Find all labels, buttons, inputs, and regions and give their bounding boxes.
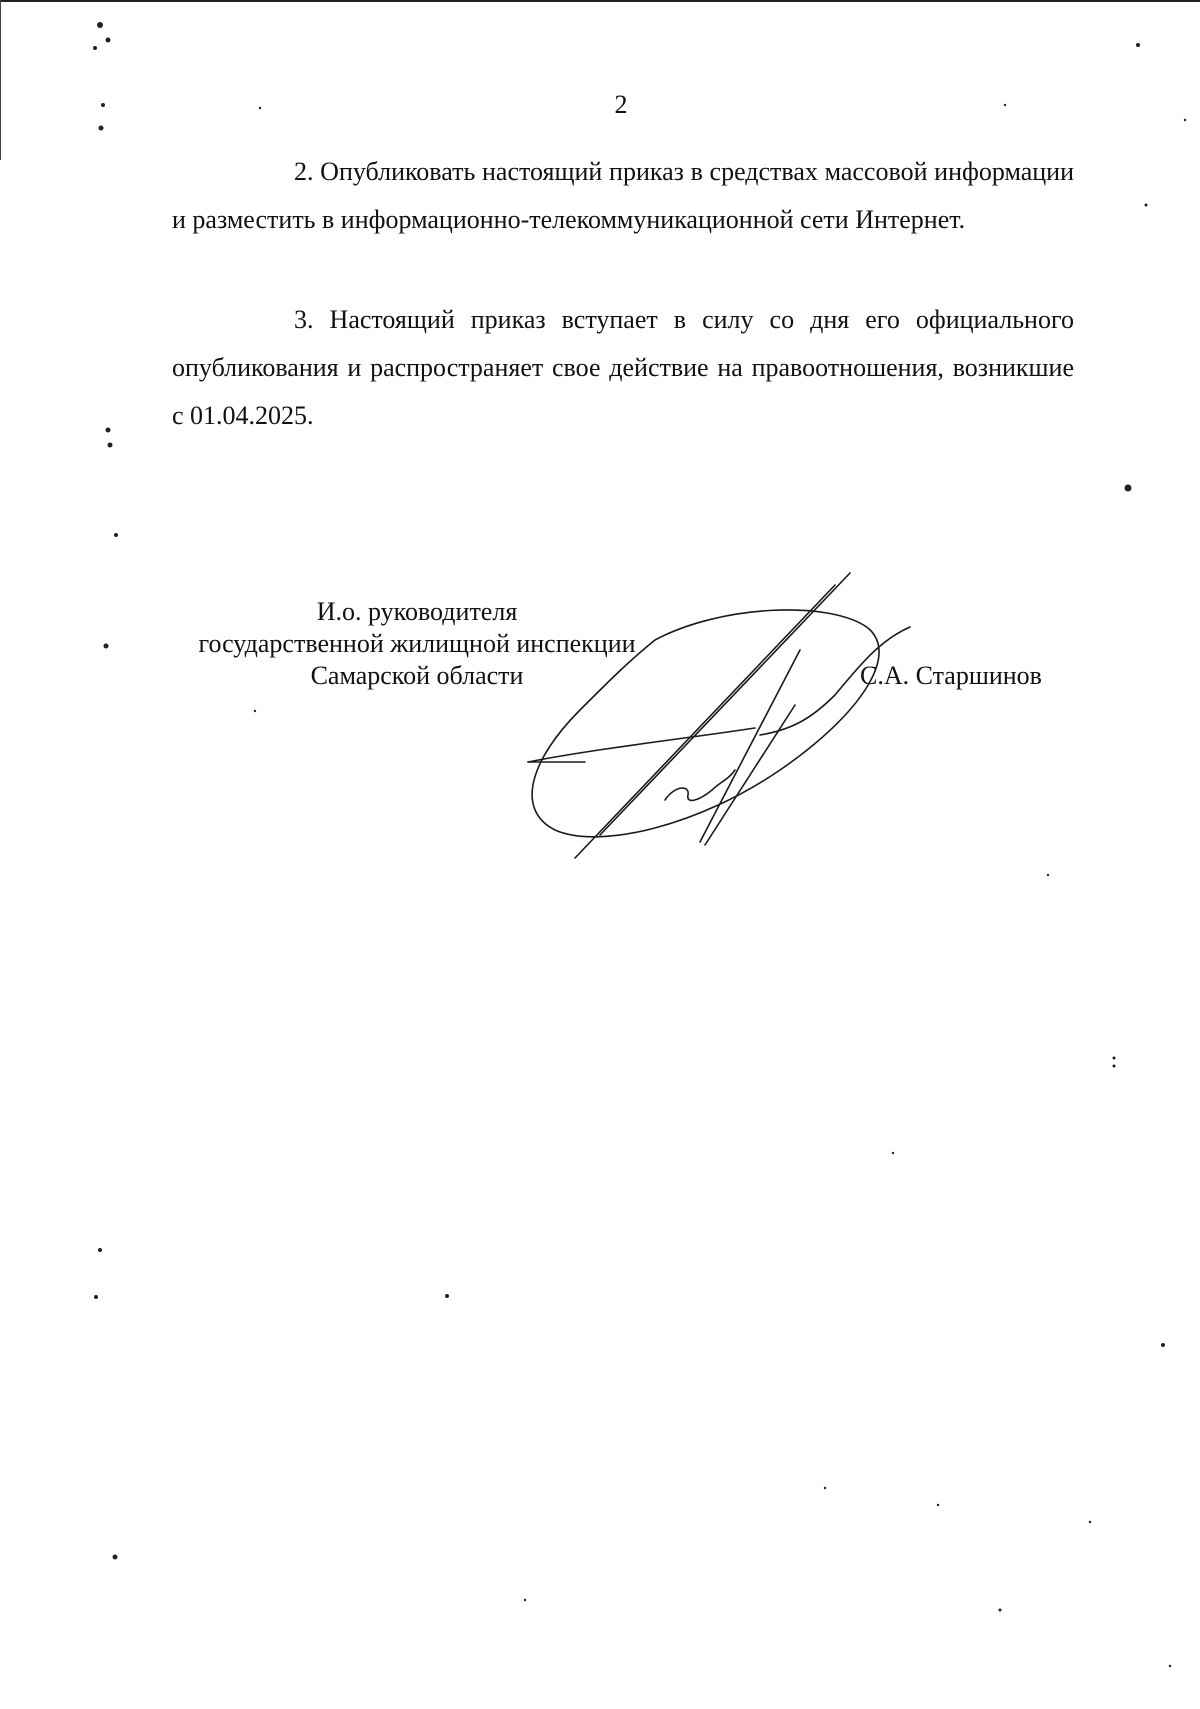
scan-top-edge — [0, 0, 1200, 2]
signatory-name: С.А. Старшинов — [860, 661, 1042, 690]
paragraph-3-text: 3. Настоящий приказ вступает в силу со дня его официального опубликования и распространяет свое действие на правоотношения, возникшие с 01.04.2025. — [172, 305, 1074, 430]
paragraph-3 — [172, 296, 1074, 440]
signatory-title-line-2: государственной жилищной инспекции — [198, 629, 636, 658]
signatory-title-line-1: И.о. руководителя — [316, 597, 518, 626]
page-number: 2 — [614, 90, 628, 119]
signatory-title — [172, 596, 662, 692]
paragraph-2-text: 2. Опубликовать настоящий приказ в средствах массовой информации и разместить в информационно-телекоммуникационной сети Интернет. — [172, 157, 1074, 234]
paragraph-2 — [172, 148, 1074, 244]
signatory-title-line-3: Самарской области — [310, 661, 524, 690]
scan-left-edge — [0, 0, 1, 160]
